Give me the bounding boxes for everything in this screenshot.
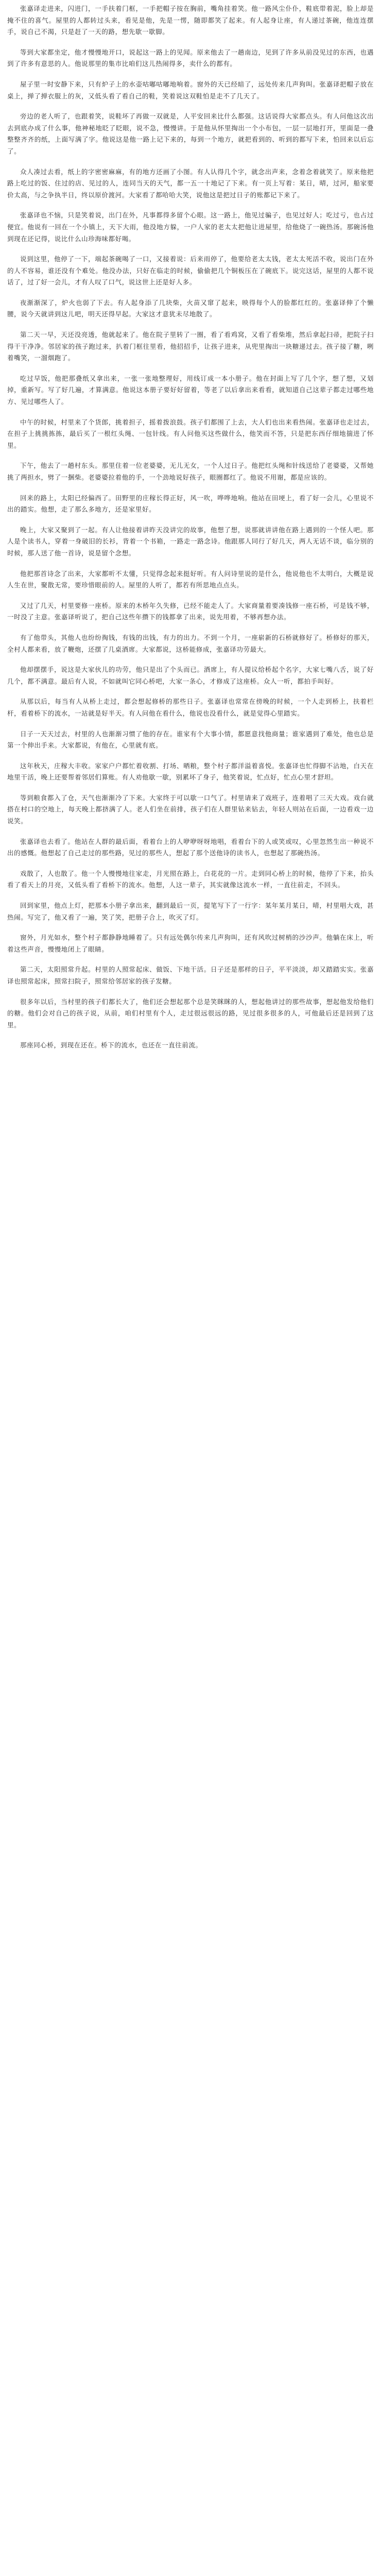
paragraph: 他却摆摆手，说这是大家伙儿的功劳，他只是出了个头而已。酒席上，有人提议给桥起个名字，大家七嘴八舌，说了好几个，都不满意。最后有人说，不如就叫它同心桥吧，大家一条心，才修成了这座桥。众人一听，都拍手叫好。 bbox=[7, 666, 374, 685]
paragraph: 窗外，月光如水，整个村子都静静地睡着了。只有远处偶尔传来几声狗叫，还有风吹过树梢的沙沙声。他躺在床上，听着这些声音，慢慢地闭上了眼睛。 bbox=[7, 934, 374, 953]
paragraph: 下午，他去了一趟村东头。那里住着一位老婆婆，无儿无女，一个人过日子。他把红头绳和针线送给了老婆婆，又帮她挑了两担水，劈了一捆柴。老婆婆拉着他的手，一个劲地说好孩子，眼圈都红了。他说不用谢，都是应该的。 bbox=[7, 462, 374, 481]
paragraph: 屋子里一时安静下来，只有炉子上的水壶咕嘟咕嘟地响着。窗外的天已经暗了，远处传来几声狗叫。张嘉译把帽子放在桌上，掸了掸衣服上的灰，又低头看了看自己的鞋，笑着说这双鞋怕是走不了几天了。 bbox=[7, 80, 374, 100]
paragraph: 有了他带头，其他人也纷纷掏钱，有钱的出钱，有力的出力。不到一个月，一座崭新的石桥就修好了。桥修好的那天，全村人都来看，放了鞭炮，还摆了几桌酒席。大家都说，这桥能修成，张嘉译功劳最大。 bbox=[7, 633, 374, 653]
paragraph: 很多年以后，当村里的孩子们都长大了，他们还会想起那个总是笑眯眯的人，想起他讲过的那些故事，想起他发给他们的糖。他们会对自己的孩子说，从前，咱们村里有个人，走过很远很远的路，见过很多很多的人，可他最后还是回到了这里。 bbox=[7, 997, 374, 1029]
paragraph: 张嘉译也去看了。他站在人群的最后面，看着台上的人咿咿呀呀地唱，看着台下的人或笑或叹，心里忽然生出一种说不出的感慨。他想起了自己走过的那些路，见过的那些人，想起了那个送他诗的读书人，也想起了那碗热汤。 bbox=[7, 837, 374, 857]
paragraph: 他把那首诗念了出来，大家都听不太懂，只觉得念起来挺好听。有人问诗里说的是什么，他说他也不太明白，大概是说人生在世，聚散无常，要珍惜眼前的人。屋里的人听了，都若有所思地点点头。 bbox=[7, 569, 374, 589]
paragraph: 夜渐渐深了，炉火也弱了下去。有人起身添了几块柴，火苗又窜了起来，映得每个人的脸都红红的。张嘉译伸了个懒腰，说今天就讲到这儿吧，明天还得早起。大家这才意犹未尽地散了。 bbox=[7, 298, 374, 318]
paragraph: 旁边的老人听了，也跟着笑，说鞋坏了再做一双就是，人平安回来比什么都强。这话说得大家都点头。有人问他这次出去到底办成了什么事，他神秘地眨了眨眼，说不急，慢慢讲。于是他从怀里掏出一个小布包，一层一层地打开，里面是一叠整整齐齐的纸，上面写满了字。他说这是他一路上记下来的，每到一个地方，就把看到的、听到的都写下来，怕回来以后忘了。 bbox=[7, 112, 374, 155]
paragraph: 张嘉译也不恼，只是笑着说，出门在外，凡事都得多留个心眼。这一路上，他见过骗子，也见过好人；吃过亏，也占过便宜。他说有一回在一个小镇上，天下大雨，他没地方躲，一户人家的老太太把他让进屋里，给他烧了一碗热汤。那碗汤他到现在还记得，说比什么山珍海味都好喝。 bbox=[7, 211, 374, 243]
paragraph: 回来的路上，太阳已经偏西了。田野里的庄稼长得正好，风一吹，哗哗地响。他站在田埂上，看了好一会儿，心里说不出的踏实。他想，走了那么多地方，还是家里好。 bbox=[7, 494, 374, 514]
paragraph: 第二天，太阳照常升起。村里的人照常起床、做饭、下地干活。日子还是那样的日子，平平淡淡，却又踏踏实实。张嘉译也照常起床，照常扫院子，照常给邻居家的孩子发糖。 bbox=[7, 965, 374, 985]
paragraph: 这年秋天，庄稼大丰收。家家户户都忙着收割、打场、晒粮，整个村子都洋溢着喜悦。张嘉译也忙得脚不沾地，白天在地里干活，晚上还要帮着邻居们算账。有人劝他歇一歇，别累坏了身子，他笑着说，忙点好，忙点心里才舒坦。 bbox=[7, 761, 374, 782]
paragraph: 张嘉译走进来，闪进门，一手扶着门框，一手把帽子按在胸前，嘴角挂着笑。他一路风尘仆仆，鞋底带着泥，脸上却是掩不住的喜气。屋里的人都转过头来，看见是他，先是一愣，随即都笑了起来。有人起身让座，有人递过茶碗，他连连摆手，说自己不渴，只是赶了一天的路，想先歇一歇脚。 bbox=[7, 5, 374, 36]
paragraph: 从那以后，每当有人从桥上走过，都会想起修桥的那些日子。张嘉译也常常在傍晚的时候，一个人走到桥上，扶着栏杆，看着桥下的流水，一站就是好半天。有人问他在看什么，他说也没看什么，就是觉得心里踏实。 bbox=[7, 698, 374, 717]
paragraph: 那座同心桥，到现在还在。桥下的流水，也还在一直往前流。 bbox=[20, 1041, 202, 1049]
article-body bbox=[7, 3, 374, 1052]
paragraph: 等到粮食都入了仓，天气也渐渐冷了下来。大家终于可以歇一口气了。村里请来了戏班子，连着唱了三天大戏。戏台就搭在村口的空地上，每天晚上都挤满了人。老人们坐在前排，孩子们在人群里钻来钻去，年轻人则站在后面，一边看戏一边说笑。 bbox=[7, 793, 374, 825]
paragraph: 说到这里，他停了一下，端起茶碗喝了一口，又接着说：后来雨停了，他要给老太太钱，老太太死活不收，说出门在外的人不容易，谁还没有个难处。他没办法，只好在临走的时候，偷偷把几个铜板压在了碗底下。说完这话，屋里的人都不说话了，过了好一会儿，才有人叹了口气，说这世上还是好人多。 bbox=[7, 255, 374, 286]
paragraph: 吃过早饭，他把那叠纸又拿出来，一张一张地整理好，用线订成一本小册子。他在封面上写了几个字，想了想，又划掉，重新写。写了好几遍，才算满意。他说这本册子要好好留着，等老了以后拿出来看看，就知道自己这辈子都走过哪些地方、见过哪些人了。 bbox=[7, 374, 374, 406]
paragraph: 晚上，大家又聚到了一起。有人让他接着讲昨天没讲完的故事，他想了想，说那就讲讲他在路上遇到的一个怪人吧。那人是个读书人，穿着一身破旧的长衫，背着一个书箱，一路走一路念诗。他跟那人同行了好几天，两人无话不谈，临分别的时候，那人送了他一首诗，说是留个念想。 bbox=[7, 526, 374, 557]
paragraph: 众人凑过去看，纸上的字密密麻麻，有的地方还画了小图。有人认得几个字，就念出声来，念着念着就笑了。原来他把路上吃过的饭、住过的店、见过的人，连同当天的天气，都一五一十地记了下来。有一页上写着：某日，晴，过河，船家要价太高，与之争执半日，终以原价渡河。大家看了都哈哈大笑，说他这是把过日子的账都记下来了。 bbox=[7, 167, 374, 199]
paragraph: 中午的时候，村里来了个货郎，挑着担子，摇着拨浪鼓。孩子们都围了上去，大人们也出来看热闹。张嘉译也走过去，在担子上挑挑拣拣，最后买了一根红头绳、一包针线。有人问他买这些做什么，他笑而不答，只是把东西仔细地揣进了怀里。 bbox=[7, 418, 374, 449]
paragraph: 等到大家都坐定，他才慢慢地开口，说起这一路上的见闻。原来他去了一趟南边，见到了许多从前没见过的东西，也遇到了许多有意思的人。他说那里的集市比咱们这儿热闹得多，卖什么的都有。 bbox=[7, 48, 374, 68]
paragraph: 日子一天天过去，村里的人也渐渐习惯了他的存在。谁家有个大事小情，都愿意找他商量；谁家遇到了难处，他也总是第一个伸出手来。大家都说，有他在，心里就有底。 bbox=[7, 730, 374, 750]
paragraph: 回到家里，他点上灯，把那本小册子拿出来，翻到最后一页，提笔写下了一行字：某年某月某日，晴，村里唱大戏，甚热闹。写完了，他又看了一遍，笑了笑，把册子合上，吹灭了灯。 bbox=[7, 902, 374, 921]
paragraph: 戏散了，人也散了。他一个人慢慢地往家走，月光照在路上，白花花的一片。走到同心桥上的时候，他停了下来，抬头看了看天上的月亮，又低头看了看桥下的流水。他想，人这一辈子，其实就像这流水一样，一直往前走，不回头。 bbox=[7, 869, 374, 889]
paragraph: 又过了几天，村里要修一座桥。原来的木桥年久失修，已经不能走人了。大家商量着要凑钱修一座石桥，可是钱不够，一时没了主意。张嘉译听说了，把自己这些年攒下的钱都拿了出来，说先用着，不够再想办法。 bbox=[7, 601, 374, 621]
paragraph: 第二天一早，天还没亮透，他就起来了。他在院子里转了一圈，看了看鸡窝，又看了看柴堆，然后拿起扫帚，把院子扫得干干净净。邻居家的孩子跑过来，扒着门框往里看，他招招手，让孩子进来，从兜里掏出一块糖递过去。孩子接了糖，咧着嘴笑，一溜烟跑了。 bbox=[7, 331, 374, 362]
